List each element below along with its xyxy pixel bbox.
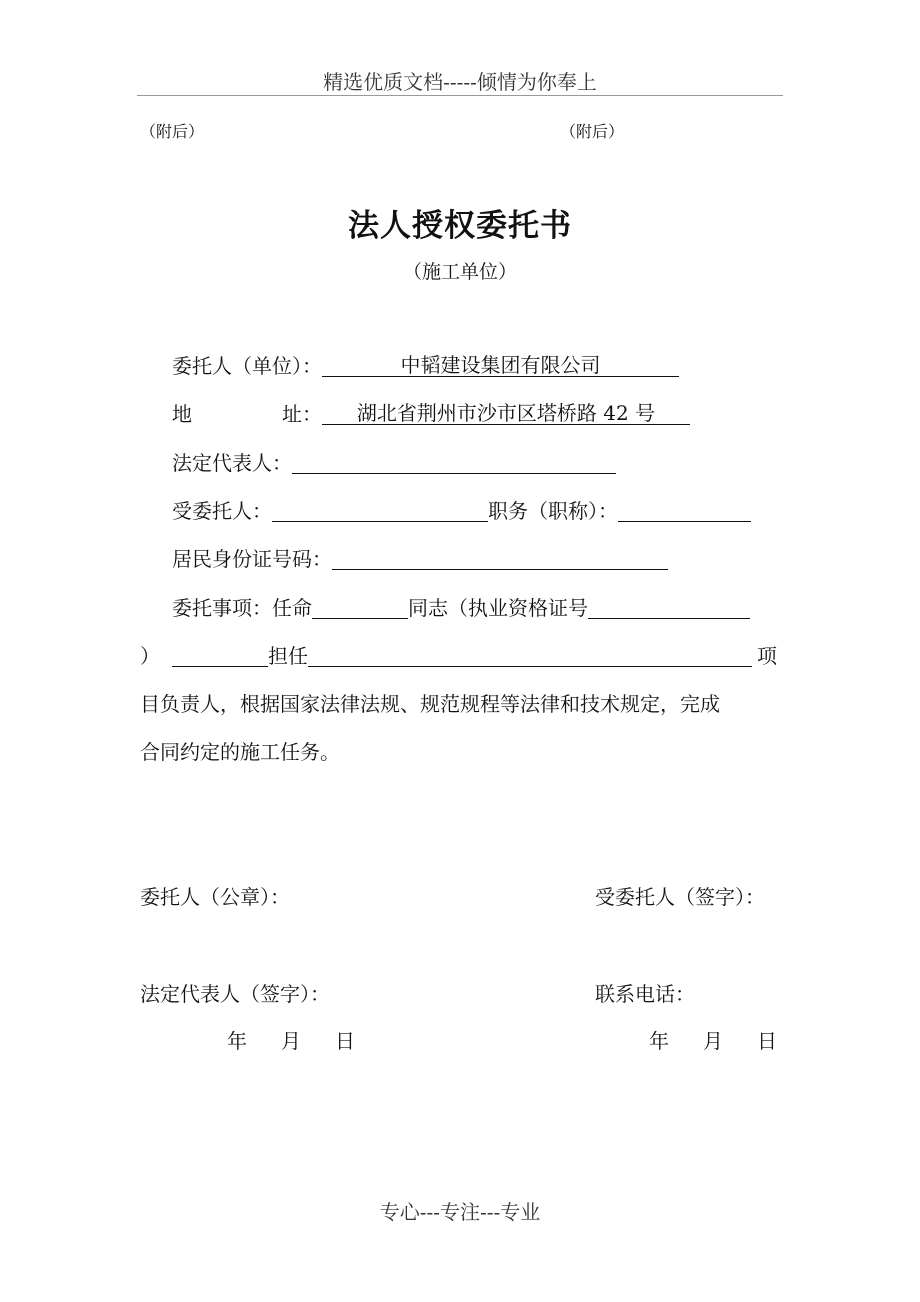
legal-rep-label: 法定代表人： (172, 451, 292, 475)
legal-rep-blank (292, 449, 616, 474)
id-blank (332, 545, 668, 570)
id-label: 居民身份证号码： (172, 547, 332, 571)
address-row (172, 400, 192, 428)
address-label-2: 址： (282, 402, 322, 426)
page-footer: 专心---专注---专业 (379, 1200, 541, 1224)
date-right-month: 月 (703, 1029, 723, 1053)
matter-item-3: 合同约定的施工任务。 (140, 740, 340, 764)
matter-serve: 担任 (268, 644, 308, 668)
appointee-blank (312, 594, 408, 619)
date-right-day: 日 (757, 1029, 777, 1053)
annex-right: （附后） (560, 122, 625, 141)
document-title: 法人授权委托书 (348, 208, 572, 244)
principal-row (172, 352, 679, 380)
address-label-1: 地 (172, 402, 192, 426)
agent-sign-label: 受委托人（签字）： (595, 885, 765, 909)
position-label: 职务（职称）： (488, 499, 618, 523)
position-blank (618, 497, 751, 522)
agent-row (172, 497, 751, 525)
date-left-day: 日 (335, 1029, 355, 1053)
matter-label: 委托事项：任命 (172, 596, 312, 620)
role-blank (172, 642, 268, 667)
address-row-value (282, 400, 690, 428)
annex-left: （附后） (140, 122, 205, 141)
address-value: 湖北省荆州市沙市区塔桥路 42 号 (322, 400, 690, 425)
principal-label: 委托人（单位）： (172, 354, 322, 378)
matter-item-2: 目负责人，根据国家法律法规、规范规程等法律和技术规定，完成 (140, 692, 720, 716)
header-rule (137, 95, 783, 96)
date-left-year: 年 (227, 1029, 247, 1053)
matter-item-1: 项 (757, 644, 777, 668)
principal-value: 中韬建设集团有限公司 (322, 352, 679, 377)
agent-label: 受委托人： (172, 499, 272, 523)
legal-rep-row (172, 449, 616, 477)
legal-rep-sign-label: 法定代表人（签字）： (140, 982, 330, 1006)
project-blank (308, 642, 752, 667)
date-left-month: 月 (281, 1029, 301, 1053)
id-row (172, 545, 668, 573)
phone-label: 联系电话： (595, 982, 695, 1006)
matter-comrade: 同志（执业资格证号 (408, 596, 588, 620)
matter-paren: ） (140, 644, 160, 668)
principal-seal-label: 委托人（公章）： (140, 885, 290, 909)
date-right-year: 年 (649, 1029, 669, 1053)
document-subtitle: （施工单位） (402, 261, 517, 283)
matter-row-2 (172, 642, 752, 670)
qualification-blank (588, 594, 750, 619)
agent-blank (272, 497, 488, 522)
page-header: 精选优质文档-----倾情为你奉上 (323, 70, 597, 94)
matter-row-1 (172, 594, 750, 622)
